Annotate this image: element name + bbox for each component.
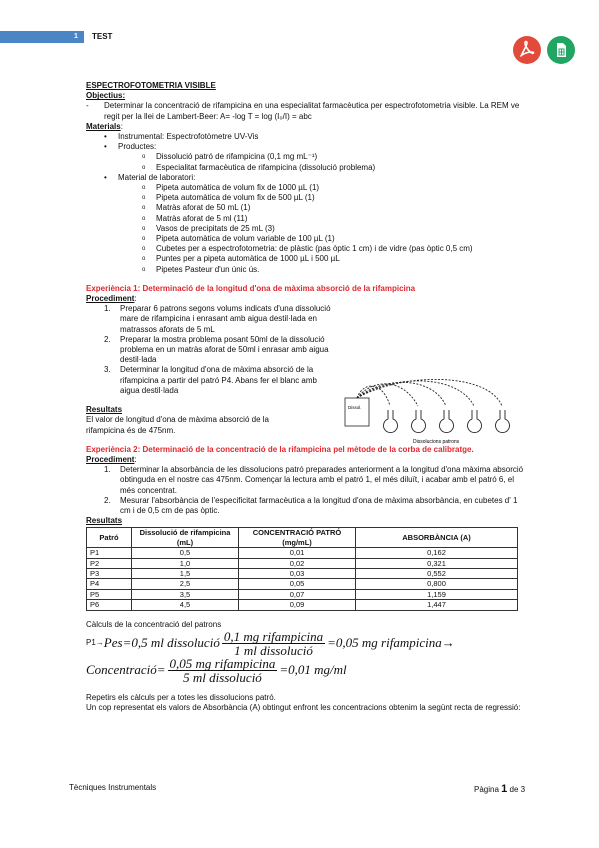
- exp1-steps: [86, 304, 331, 396]
- objectiu-text: Determinar la concentració de rifampicina en una especialitat farmacèutica per espectrofotometria visible. La REM ve regit per la llei de Lambert-Beer: A= -log T = log (I₀/I) = abc: [104, 101, 520, 121]
- lab-item: o Pipeta automàtica de volum fix de 1000 µL (1): [142, 183, 320, 193]
- procediment-heading-1: Procediment:: [86, 294, 137, 304]
- table-row: P5 3,5 0,07 1,159: [87, 589, 518, 599]
- diagram-left-label: Dissol.: [348, 405, 362, 410]
- lab-item: o Matràs aforat de 50 mL (1): [142, 203, 251, 213]
- footer-pagination: Pàgina 1 de 3: [474, 783, 526, 795]
- dash-bullet: -: [86, 101, 89, 111]
- calc-intro: Càlculs de la concentració del patrons: [86, 619, 222, 629]
- exp2-step: 1. Determinar la absorbància de les dissolucions patró preparades anteriorment a la longitud d'ona màxima absorció obtinguda en el nostre cas 475nm. Començar la lectura amb el patró 1, el més diluït, i acabar amb el patró 6, el més concentrat.: [104, 465, 524, 495]
- dilution-diagram: [343, 376, 523, 446]
- exp1-title: Experiència 1: Determinació de la longitud d'ona de màxima absorció de la rifampicina: [86, 283, 416, 293]
- producte-item: o Dissolució patró de rifampicina (0,1 mg mL⁻¹): [142, 152, 318, 162]
- col-header: Patró: [87, 528, 132, 548]
- header-label: TEST: [92, 32, 113, 41]
- diagram-caption: Dissolucions patrons: [413, 439, 460, 445]
- exp1-step: 3. Determinar la longitud d'ona de màxima absorció de la rifampicina a partir del patró P4. Abans fer el blanc amb aigua destil·lada: [104, 365, 317, 395]
- pdf-icon[interactable]: [513, 36, 541, 64]
- table-header-row: [87, 528, 518, 548]
- lab-item: o Pipeta automàtica de volum fix de 500 µL (1): [142, 193, 315, 203]
- formula-concentracio: Concentració= $\frac{\text{0,05 mg rifampicina}}{\text{5 ml dissolució}}$ =0,01 mg/ml: [86, 655, 347, 685]
- final-text: Un cop representat els valors de Absorbància (A) obtingut enfront les concentracions obtenim la segünt recta de regressió:: [86, 702, 521, 712]
- formula-pes: P1→ Pes=0,5 ml dissolució $\frac{\text{0,1 mg rifampicina}}{\text{1 ml dissolució}}$ =0,05 mg rifampicina→: [86, 628, 455, 658]
- lab-item: o Pipeta automàtica de volum variable de 100 µL (1): [142, 234, 335, 244]
- table-row: P2 1,0 0,02 0,321: [87, 558, 518, 568]
- exp2-title: Experiència 2: Determinació de la concentració de la rifampicina pel mètode de la corba de calibratge.: [86, 444, 474, 454]
- table-row: P3 1,5 0,03 0,552: [87, 568, 518, 578]
- material-productes: • Productes:: [104, 142, 157, 152]
- spreadsheet-icon[interactable]: [547, 36, 575, 64]
- materials-heading: Materials:: [86, 121, 123, 131]
- top-header-bar: [0, 31, 599, 43]
- results-table: [86, 527, 518, 610]
- resultats-heading-2: Resultats: [86, 516, 123, 526]
- page-number: 1: [74, 33, 78, 40]
- lab-item: o Cubetes per a espectrofotometria: de plàstic (pas òptic 1 cm) i de vidre (pas òptic 0,5 cm): [142, 244, 473, 254]
- repeat-text: Repetirs els càlculs per a totes les dissolucions patró.: [86, 692, 276, 702]
- exp1-step: 2. Preparar la mostra problema posant 50ml de la dissolució problema en un matràs aforat de 50ml i enrasar amb aigua destil·lada: [104, 334, 329, 365]
- page-number-tab: [0, 31, 84, 43]
- lab-item: o Puntes per a pipeta automàtica de 1000 µL i 500 µL: [142, 254, 340, 264]
- objectius-heading: Objectius:: [86, 91, 126, 101]
- lab-item: o Vasos de precipitats de 25 mL (3): [142, 223, 275, 233]
- objectiu-item: [86, 101, 526, 121]
- resultats-heading-1: Resultats: [86, 405, 123, 415]
- col-header: Dissolució de rifampicina (mL): [132, 528, 239, 548]
- doc-title: ESPECTROFOTOMETRIA VISIBLE: [86, 81, 216, 90]
- lab-item: o Matràs aforat de 5 ml (11): [142, 213, 248, 223]
- exp2-step: 2. Mesurar l'absorbància de l'especificitat farmacèutica a la longitud d'ona de màxima absorbància, en cubetes d' 1 cm i de 0,5 cm de pas òptic.: [104, 495, 518, 515]
- col-header: ABSORBÀNCIA (A): [356, 528, 518, 548]
- exp1-step: 1. Preparar 6 patrons segons volums indicats d'una dissolució mare de rifampicina i enrasant amb aigua destil·lada en matrassos aforats de 5 mL: [104, 304, 331, 334]
- table-row: P1 0,5 0,01 0,162: [87, 548, 518, 558]
- material-instrumental: • Instrumental: Espectrofotòmetre UV-Vis: [104, 132, 259, 142]
- table-row: P4 2,5 0,05 0,800: [87, 579, 518, 589]
- col-header: CONCENTRACIÓ PATRÓ (mg/mL): [239, 528, 356, 548]
- lab-item: o Pipetes Pasteur d'un únic ús.: [142, 264, 260, 274]
- procediment-heading-2: Procediment:: [86, 454, 137, 464]
- footer-course: Tècniques Instrumentals: [69, 783, 157, 792]
- table-row: P6 4,5 0,09 1,447: [87, 600, 518, 610]
- exp1-result: El valor de longitud d'ona de màxima absorció de la rifampicina és de 475nm.: [86, 415, 269, 435]
- material-laboratori: • Material de laboratori:: [104, 172, 196, 182]
- resultats-1: [86, 405, 306, 436]
- producte-item: o Especialitat farmacèutica de rifampicina (dissolució problema): [142, 162, 376, 172]
